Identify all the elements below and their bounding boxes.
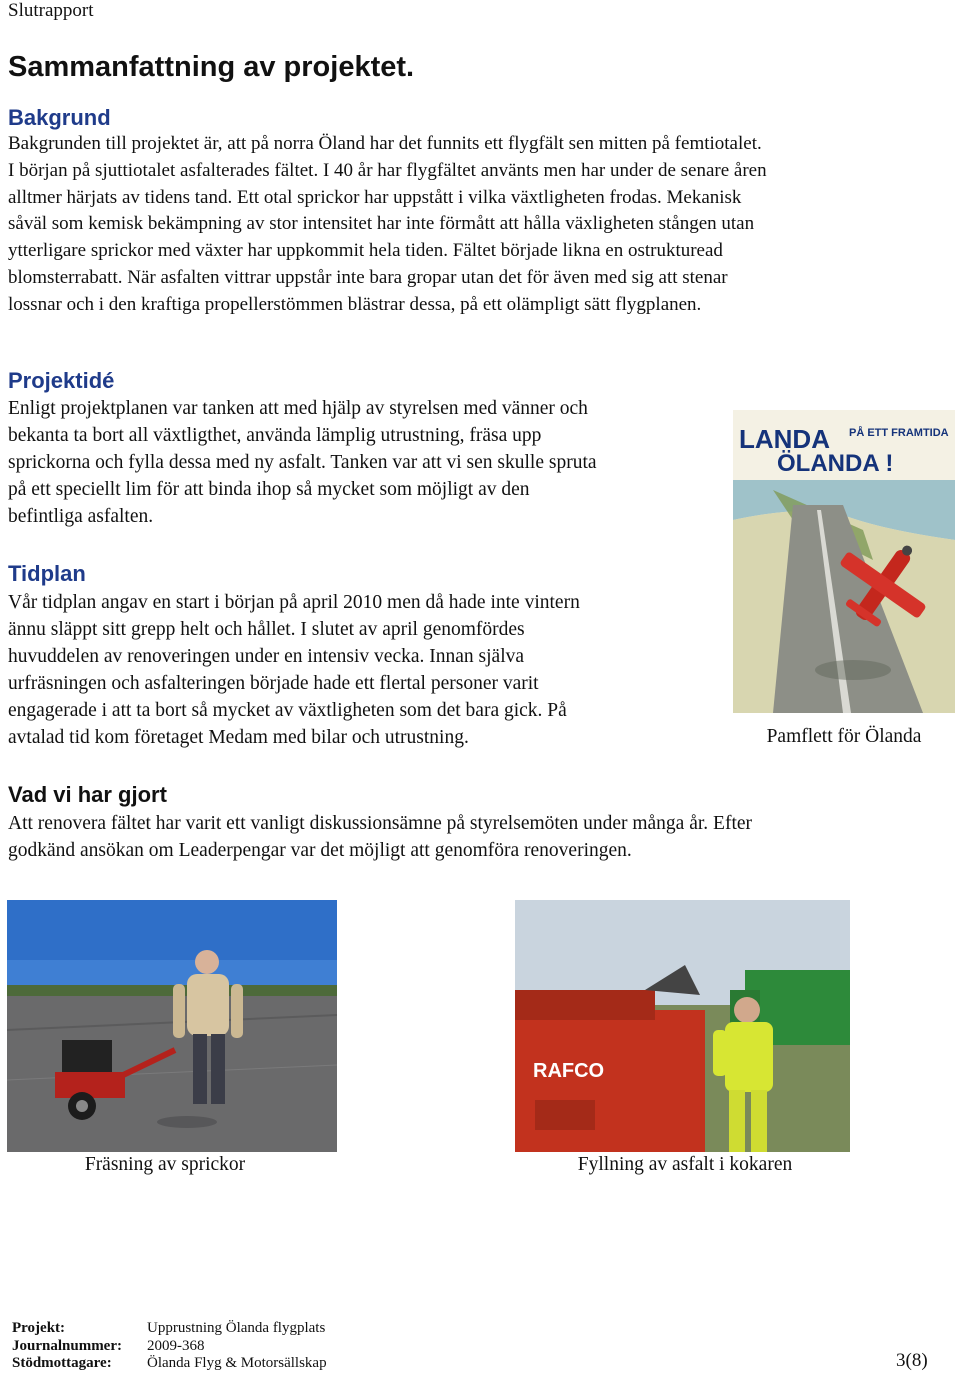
footer-info	[12, 1320, 612, 1373]
photo-crack-milling	[7, 900, 337, 1152]
photo-asphalt-filling	[515, 900, 850, 1152]
section-body-tidplan	[8, 589, 728, 751]
section-heading-bakgrund: Bakgrund	[8, 105, 111, 130]
footer-label: Projekt:	[12, 1320, 66, 1336]
photo-asphalt-filling-illustration	[515, 900, 850, 1152]
text-line: engagerade i att ta bort så mycket av växtligheten som det bara gick. På	[8, 700, 567, 721]
report-header-label: Slutrapport	[8, 0, 94, 21]
footer-label: Stödmottagare:	[12, 1355, 112, 1371]
page-title: Sammanfattning av projektet.	[8, 51, 415, 83]
text-line: Bakgrunden till projektet är, att på norra Öland har det funnits ett flygfält sen mitten på femtiotalet.	[8, 133, 762, 154]
footer-value: Upprustning Ölanda flygplats	[147, 1320, 326, 1336]
text-line: Vår tidplan angav en start i början på april 2010 men då hade inte vintern	[8, 592, 580, 613]
poster-tagline: PÅ ETT FRAMTIDA	[849, 427, 949, 439]
text-line: Enligt projektplanen var tanken att med hjälp av styrelsen med vänner och	[8, 398, 588, 419]
photo-crack-milling-caption: Fräsning av sprickor	[84, 1154, 246, 1175]
text-line: såväl som kemisk bekämpning av stor intensitet har inte förmått att hålla växligheten stången utan	[8, 213, 755, 235]
text-line: urfräsningen och asfalteringen började hade ett flertal personer varit	[8, 673, 539, 694]
section-body-vad-vi-har-gjort	[8, 810, 953, 864]
section-heading-projektide: Projektidé	[8, 368, 115, 393]
text-line: lossnar och i den kraftiga propellerstömmen blästrar dessa, på ett olämpligt sätt flygplanen.	[8, 293, 702, 315]
text-line: på ett speciellt lim för att binda ihop så mycket som möjligt av den	[8, 479, 530, 500]
footer-row-stodmottagare	[12, 1355, 612, 1373]
photo-crack-milling-illustration	[7, 900, 337, 1152]
text-line: huvuddelen av renoveringen under en intensiv vecka. Innan själva	[8, 646, 525, 667]
photo-brand-text: RAFCO	[533, 1060, 605, 1082]
text-line: ännu släppt sitt grepp helt och hållet. I slutet av april genomfördes	[8, 619, 525, 640]
text-line: Att renovera fältet har varit ett vanligt diskussionsämne på styrelsemöten under många år. Efter	[8, 813, 753, 834]
text-line: alltmer härjats av tidens tand. Ett otal sprickor har uppstått i vilka växtligheten frodas. Mekanisk	[8, 186, 742, 208]
text-line: bekanta ta bort all växtligthet, använda lämplig utrustning, fräsa upp	[8, 425, 542, 446]
text-line: ytterligare sprickor med växter har uppkommit hela tiden. Fältet började likna en ostrukturead	[8, 240, 723, 262]
section-body-projektide	[8, 395, 728, 530]
text-line: blomsterrabatt. När asfalten vittrar uppstår inte bara gropar utan det för även med sig att stenar	[8, 266, 728, 288]
poster-title-line1: LANDA	[739, 424, 830, 454]
poster-caption: Pamflett för Ölanda	[766, 726, 922, 747]
footer-label: Journalnummer:	[12, 1337, 122, 1354]
text-line: godkänd ansökan om Leaderpengar var det möjligt att genomföra renoveringen.	[8, 840, 632, 861]
footer-value: Ölanda Flyg & Motorsällskap	[147, 1355, 327, 1371]
text-line: I början på sjuttiotalet asfalterades fältet. I 40 år har flygfältet använts men har under de senare åren	[8, 159, 767, 181]
section-heading-vad-vi-har-gjort: Vad vi har gjort	[8, 782, 167, 807]
footer-row-journalnummer	[12, 1338, 612, 1356]
poster-title-line2: ÖLANDA !	[777, 450, 894, 477]
footer-value: 2009-368	[147, 1337, 205, 1354]
section-body-bakgrund	[8, 131, 953, 319]
text-line: befintliga asfalten.	[8, 506, 154, 527]
text-line: avtalad tid kom företaget Medam med bilar och utrustning.	[8, 727, 469, 748]
section-heading-tidplan: Tidplan	[8, 561, 86, 586]
poster-image	[733, 410, 955, 713]
text-line: sprickorna och fylla dessa med ny asfalt. Tanken var att vi sen skulle spruta	[8, 452, 597, 473]
page-number: 3(8)	[896, 1350, 928, 1371]
photo-asphalt-filling-caption: Fyllning av asfalt i kokaren	[577, 1154, 793, 1175]
footer-row-projekt	[12, 1320, 612, 1338]
